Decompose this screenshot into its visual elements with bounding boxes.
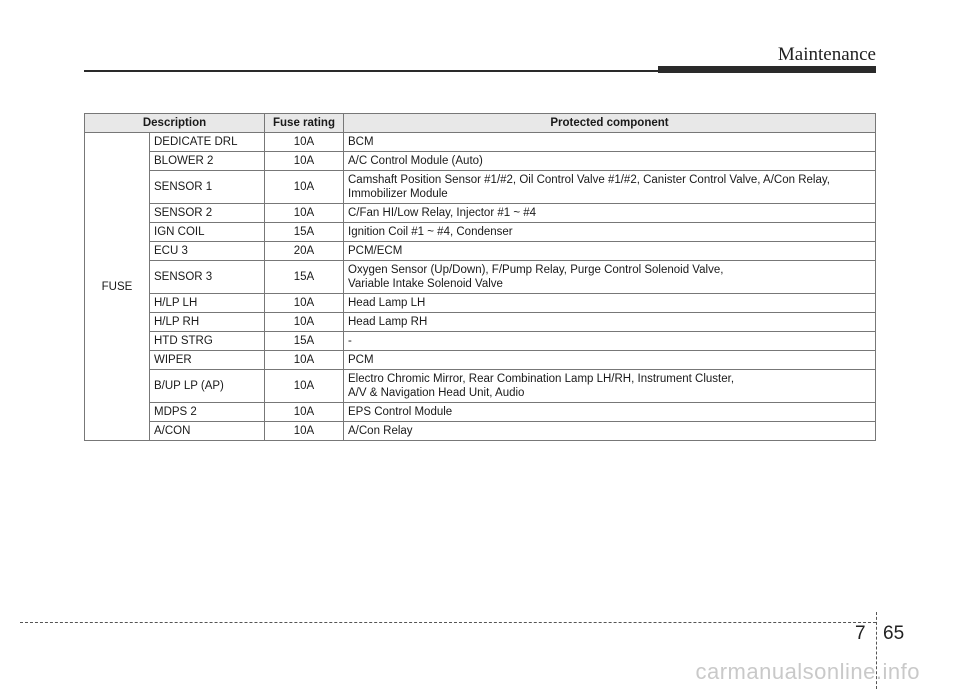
protected-component-cell: PCM/ECM [344,242,876,261]
fuse-rating-cell: 10A [265,171,344,204]
table-row [85,294,876,313]
protected-component-cell: Head Lamp RH [344,313,876,332]
table-row [85,242,876,261]
protected-component-cell: Head Lamp LH [344,294,876,313]
fuse-name-cell: H/LP LH [150,294,265,313]
fuse-name-cell: SENSOR 2 [150,204,265,223]
fuse-rating-cell: 10A [265,403,344,422]
chapter-number: 7 [855,623,866,644]
table-row [85,332,876,351]
table-row [85,370,876,403]
protected-component-cell: PCM [344,351,876,370]
table-row [85,422,876,441]
fuse-group-label: FUSE [85,133,150,441]
fuse-name-cell: B/UP LP (AP) [150,370,265,403]
protected-component-cell: - [344,332,876,351]
protected-component-cell: EPS Control Module [344,403,876,422]
fuse-name-cell: H/LP RH [150,313,265,332]
column-header-protected-component: Protected component [344,114,876,133]
fuse-rating-cell: 10A [265,294,344,313]
fuse-rating-cell: 10A [265,133,344,152]
fuse-name-cell: SENSOR 3 [150,261,265,294]
watermark: carmanualsonline.info [695,659,920,684]
column-header-description: Description [85,114,265,133]
fuse-name-cell: SENSOR 1 [150,171,265,204]
protected-component-cell: Ignition Coil #1 ~ #4, Condenser [344,223,876,242]
fuse-name-cell: HTD STRG [150,332,265,351]
fuse-name-cell: WIPER [150,351,265,370]
table-row [85,223,876,242]
protected-component-cell: C/Fan HI/Low Relay, Injector #1 ~ #4 [344,204,876,223]
footer-divider [20,622,876,623]
protected-component-cell: Electro Chromic Mirror, Rear Combination Lamp LH/RH, Instrument Cluster, A/V & Navigation Head Unit, Audio [344,370,876,403]
table-row [85,152,876,171]
protected-component-cell: Camshaft Position Sensor #1/#2, Oil Control Valve #1/#2, Canister Control Valve, A/Con Relay, Immobilizer Module [344,171,876,204]
section-title: Maintenance [777,44,876,65]
table-row [85,313,876,332]
protected-component-cell: Oxygen Sensor (Up/Down), F/Pump Relay, Purge Control Solenoid Valve, Variable Intake Solenoid Valve [344,261,876,294]
protected-component-cell: BCM [344,133,876,152]
fuse-name-cell: BLOWER 2 [150,152,265,171]
table-row [85,351,876,370]
fuse-rating-cell: 10A [265,370,344,403]
table-body [85,133,876,441]
fuse-rating-cell: 10A [265,152,344,171]
table-row [85,261,876,294]
fuse-rating-cell: 10A [265,422,344,441]
fuse-table [84,113,876,441]
fuse-rating-cell: 10A [265,351,344,370]
table-header-row [85,114,876,133]
fuse-rating-cell: 15A [265,223,344,242]
fuse-name-cell: DEDICATE DRL [150,133,265,152]
header-rule [84,70,668,72]
fuse-rating-cell: 15A [265,261,344,294]
table-row [85,204,876,223]
fuse-rating-cell: 20A [265,242,344,261]
column-header-fuse-rating: Fuse rating [265,114,344,133]
protected-component-cell: A/Con Relay [344,422,876,441]
table-row [85,403,876,422]
protected-component-cell: A/C Control Module (Auto) [344,152,876,171]
table-row [85,171,876,204]
fuse-rating-cell: 10A [265,204,344,223]
page-number: 65 [883,623,905,644]
fuse-rating-cell: 10A [265,313,344,332]
fuse-name-cell: A/CON [150,422,265,441]
header-rule-accent [658,66,876,73]
table-row [85,133,876,152]
fuse-name-cell: IGN COIL [150,223,265,242]
fuse-rating-cell: 15A [265,332,344,351]
fuse-name-cell: MDPS 2 [150,403,265,422]
fuse-name-cell: ECU 3 [150,242,265,261]
